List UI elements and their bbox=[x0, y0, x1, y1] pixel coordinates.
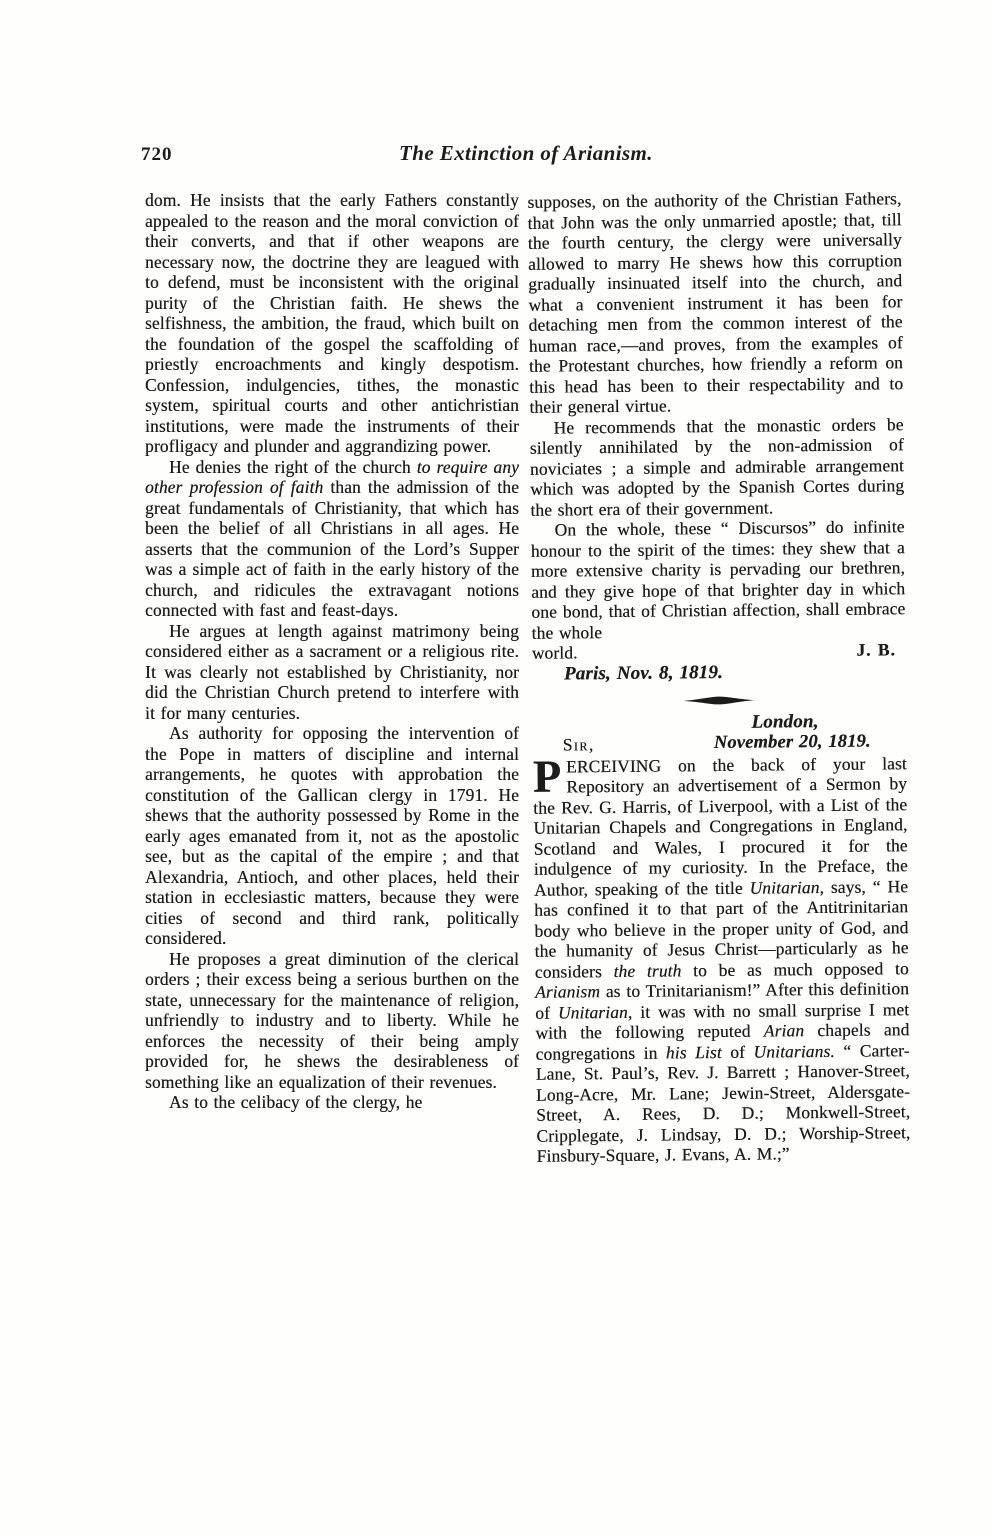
letter-place: London, bbox=[751, 710, 819, 733]
text-segment: , says, “ He has confined it to that part of the Antitrinitarian body who believe in the proper unity of God, and the humanity of Jesus Christ—particularly as he considers bbox=[534, 875, 909, 982]
text-segment: to be as much opposed to bbox=[681, 957, 909, 980]
letter-opening-paragraph bbox=[532, 750, 911, 1167]
text-segment: supposes, on the authority of the Christian Fathers, that John was the only unmarried apostle; that, till the fourth century, the clergy were universally allowed to marry He shews how this corruption gradually insinuated itself into the church, and what a convenient instrument it has been for detaching men from the common interest of the human race,—and proves, from the examples of the Protestant churches, how friendly a reform on this head has been to their respectability and to their general virtue. bbox=[527, 188, 904, 417]
text-segment: dom. He insists that the early Fathers constantly appealed to the reason and the moral conviction of their converts, and that if other weapons are necessary now, the doctrine they are leagued with to defend, must be inconsistent with the original purity of the Christian faith. He shews the selfishness, the ambition, the fraud, which built on the foundation of the gospel the scaffolding of priestly encroachments and kingly despotism. Confession, indulgencies, tithes, the monastic system, spiritual courts and other antichristian institutions, were made the instruments of their profligacy and plunder and aggrandizing power. bbox=[145, 190, 519, 456]
paragraph bbox=[145, 949, 519, 1093]
text-segment: Unitarian bbox=[557, 1001, 628, 1023]
paragraph bbox=[530, 516, 905, 643]
left-column bbox=[145, 190, 519, 1113]
letter-date: November 20, 1819. bbox=[713, 731, 871, 754]
paragraph bbox=[145, 190, 519, 457]
text-segment: to require any other profession of faith bbox=[145, 456, 519, 497]
text-segment: than the admission of the great fundamentals of Christianity, that which has been the belief of all Christians in all ages. He asserts that the communion of the Lord’s Supper was a simple act of faith in the early history of the church, and ridicules the extravagant notions connected with fast and feast-days. bbox=[145, 477, 519, 620]
paragraph bbox=[529, 414, 904, 520]
text-columns bbox=[145, 188, 911, 1166]
paragraph bbox=[527, 188, 903, 417]
text-segment: He denies the right of the church bbox=[169, 456, 417, 477]
paragraph bbox=[145, 723, 519, 949]
text-segment: , it was with no small surprise I met with the following reputed bbox=[535, 998, 910, 1043]
text-segment: his List bbox=[665, 1041, 722, 1063]
text-segment: As authority for opposing the intervention of the Pope in matters of discipline and internal arrangements, he quotes with approbation the constitution of the Gallican clergy in 1791. He shews that the authority possessed by Rome in the early ages emanated from it, not as the apostolic see, but as the capital of the empire ; and that Alexandria, Antioch, and other places, held their station in ecclesiastic matters, because they were cities of second and third rank, politically considered. bbox=[145, 723, 519, 948]
signature-line bbox=[532, 639, 906, 663]
text-segment: On the whole, these “ Discursos” do infinite honour to the spirit of the times: they shew that a more extensive charity is pervading our brethren, and they give hope of that brighter day in which one bond, that of Christian affection, shall embrace the whole bbox=[530, 516, 906, 643]
author-initials: J. B. bbox=[856, 639, 896, 660]
text-segment: As to the celibacy of the clergy, he bbox=[169, 1092, 423, 1112]
text-segment: He argues at length against matrimony being considered either as a sacrament or a religious rite. It was clearly not established by Christianity, nor did the Christian Church pretend to interfere with it for many centuries. bbox=[145, 620, 519, 723]
text-segment: of bbox=[721, 1041, 754, 1062]
text-segment: chapels and congregations in bbox=[535, 1019, 910, 1064]
paragraph bbox=[145, 1092, 519, 1113]
text-segment: the truth bbox=[613, 959, 682, 981]
text-segment: as to Trinitarianism!” After this definition of bbox=[535, 978, 910, 1023]
dateline: Paris, Nov. 8, 1819. bbox=[563, 661, 723, 684]
right-column bbox=[527, 188, 910, 1166]
text-segment: Unitarians. bbox=[753, 1040, 835, 1062]
running-head-title: The Extinction of Arianism. bbox=[399, 141, 653, 165]
text-segment: Arian bbox=[763, 1020, 805, 1041]
text-segment: Arianism bbox=[534, 981, 601, 1002]
drop-cap-initial: P bbox=[532, 750, 562, 802]
paragraph-last-word: world. bbox=[531, 642, 578, 663]
paragraph bbox=[145, 457, 519, 621]
text-segment: “ Carter-Lane, St. Paul’s, Rev. J. Barrett ; Hanover-Street, Long-Acre, Mr. Lane; Jewin-Street, Aldersgate-Street, A. Rees, D. D.; Monkwell-Street, Cripplegate, J. Lindsay, D. D.; Worship-Street, Finsbury-Square, J. Evans, A. M.;” bbox=[535, 1039, 911, 1166]
text-segment: Unitarian bbox=[749, 876, 820, 898]
salutation: Sir, bbox=[562, 734, 595, 755]
page-number: 720 bbox=[141, 144, 173, 165]
section-divider-ornament bbox=[532, 686, 906, 710]
text-segment: He proposes a great diminution of the clerical orders ; their excess being a serious burthen on the state, unnecessary for the maintenance of religion, unfriendly to industry and to liberty. While he enforces the necessity of their being amply provided for, he shews the desirableness of something like an equalization of their revenues. bbox=[145, 948, 519, 1092]
text-segment: He recommends that the monastic orders be silently annihilated by the non-admission of noviciates ; a simple and admirable arrangement which was adopted by the Spanish Cortes during the short era of their government. bbox=[529, 413, 905, 520]
text-segment: ERCEIVING on the back of your last Repository an advertisement of a Sermon by the Rev. G. Harris, of Liverpool, with a List of the Unitarian Chapels and Congregations in England, Scotland and Wales, I procured it for the indulgence of my curiosity. In the Preface, the Author, speaking of the title bbox=[533, 752, 908, 900]
paragraph bbox=[145, 621, 519, 724]
salutation-line bbox=[533, 731, 907, 755]
